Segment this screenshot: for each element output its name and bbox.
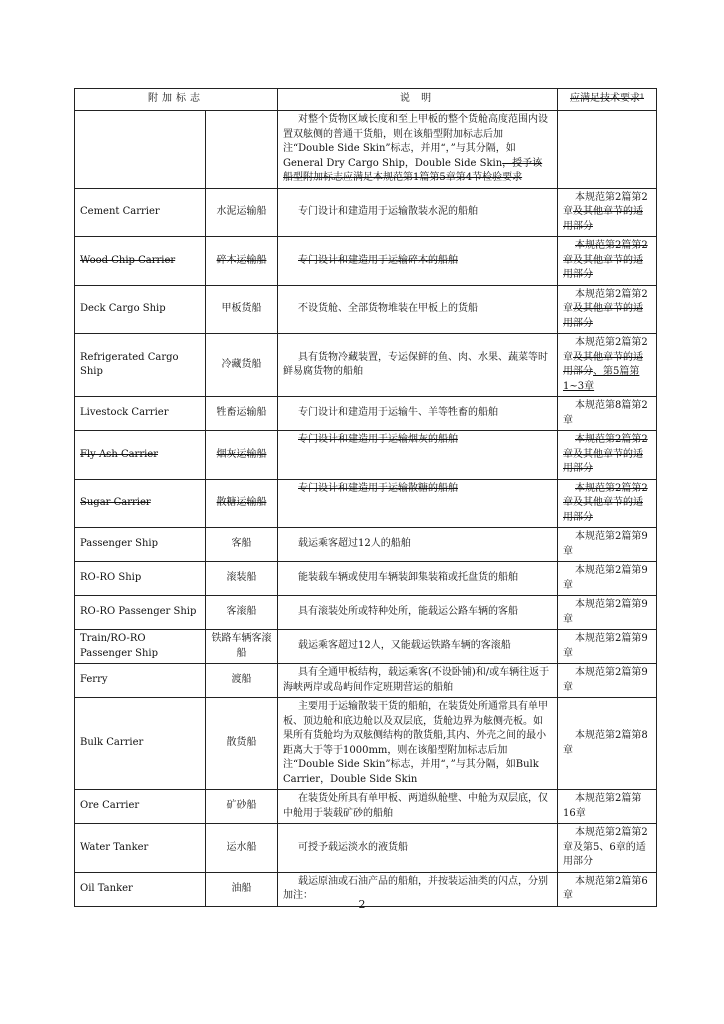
table-row <box>75 479 657 528</box>
notation-en: RO-RO Passenger Ship <box>75 596 206 630</box>
description: 专门设计和建造用于运输散糖的船舶 <box>278 479 558 528</box>
requirements-text: 本规范第2篇第2章 <box>563 337 648 363</box>
requirements-text: 本规范第2篇第2章 <box>563 191 648 217</box>
notation-en: Cement Carrier <box>75 188 206 237</box>
requirements: 本规范第2篇第9章 <box>558 596 657 630</box>
notation-cn: 渡船 <box>206 664 278 698</box>
description-deleted-text: ，授予该船型附加标志应满足本规范第1篇第5章第4节检验要求 <box>283 157 543 183</box>
notation-en: Refrigerated Cargo Ship <box>75 334 206 397</box>
notation-cn: 冷藏货船 <box>206 334 278 397</box>
description: 载运乘客超过12人的船舶 <box>278 528 558 562</box>
table-header-row <box>75 89 657 111</box>
notation-cn <box>206 111 278 189</box>
notation-cn: 铁路车辆客滚船 <box>206 630 278 664</box>
notation-en: Deck Cargo Ship <box>75 285 206 334</box>
notation-en: Passenger Ship <box>75 528 206 562</box>
requirements-deleted-text: 及其他章节的适用部分 <box>563 303 643 329</box>
requirements-deleted-text: 及其他章节的适用部分 <box>563 351 643 377</box>
description: 主要用于运输散装干货的船舶，在装货处所通常具有单甲板、顶边舱和底边舱以及双层底，货舱边界为舷侧壳板。如果所有货舱均为双舷侧结构的散货船,其内、外壳之间的最小距离大于等于1000mm，则在该船型附加标志后加注“Double Side Skin”标志，并用“，”与其分隔，如Bulk Carrier，Double Side Skin <box>278 698 558 790</box>
table-row <box>75 528 657 562</box>
requirements: 本规范第2篇第9章 <box>558 630 657 664</box>
notation-en: Bulk Carrier <box>75 698 206 790</box>
requirements <box>558 285 657 334</box>
description: 载运乘客超过12人，又能载运铁路车辆的客滚船 <box>278 630 558 664</box>
requirements: 本规范第2篇第2章及其他章节的适用部分 <box>558 479 657 528</box>
notation-cn: 碎木运输船 <box>206 237 278 286</box>
notation-en: Water Tanker <box>75 824 206 873</box>
requirements: 本规范第2篇第2章及第5、6章的适用部分 <box>558 824 657 873</box>
notation-cn: 矿砂船 <box>206 790 278 824</box>
notation-cn: 烟灰运输船 <box>206 431 278 480</box>
table-row <box>75 431 657 480</box>
notation-cn: 客滚船 <box>206 596 278 630</box>
table-row <box>75 334 657 397</box>
table-row <box>75 596 657 630</box>
notation-cn: 牲畜运输船 <box>206 397 278 431</box>
ship-notation-table <box>74 88 657 907</box>
requirements: 本规范第8篇第2章 <box>558 397 657 431</box>
notation-cn: 运水船 <box>206 824 278 873</box>
description: 能装载车辆或使用车辆装卸集装箱或托盘货的船舶 <box>278 562 558 596</box>
requirements-deleted-text: 及其他章节的适用部分 <box>563 206 643 232</box>
notation-en: Livestock Carrier <box>75 397 206 431</box>
table-row <box>75 188 657 237</box>
notation-cn: 油船 <box>206 872 278 906</box>
table-row <box>75 285 657 334</box>
notation-en: Ferry <box>75 664 206 698</box>
description: 不设货舱、全部货物堆装在甲板上的货船 <box>278 285 558 334</box>
notation-en <box>75 111 206 189</box>
description: 在装货处所具有单甲板、两道纵舱壁、中舱为双层底，仅中舱用于装载矿砂的船舶 <box>278 790 558 824</box>
requirements: 本规范第2篇第9章 <box>558 562 657 596</box>
notation-en: Ore Carrier <box>75 790 206 824</box>
requirements: 本规范第2篇第2章及其他章节的适用部分 <box>558 237 657 286</box>
notation-cn: 水泥运输船 <box>206 188 278 237</box>
notation-en: Sugar Carrier <box>75 479 206 528</box>
description-text: 对整个货物区域长度和至上甲板的整个货舱高度范围内设置双舷侧的普通干货船，则在该船型附加标志后加注“Double Side Skin”标志，并用“，”与其分隔，如General Dry Cargo Ship，Double Side Skin <box>283 114 548 169</box>
description: 具有全通甲板结构，载运乘客(不设卧铺)和/或车辆往返于海峡两岸或岛屿间作定班期营运的船舶 <box>278 664 558 698</box>
table-row <box>75 664 657 698</box>
notation-en: Fly Ash Carrier <box>75 431 206 480</box>
requirements: 本规范第2篇第6章 <box>558 872 657 906</box>
table-row <box>75 824 657 873</box>
table-row <box>75 790 657 824</box>
header-description: 说 明 <box>278 89 558 111</box>
notation-en: Oil Tanker <box>75 872 206 906</box>
notation-cn: 客船 <box>206 528 278 562</box>
description: 专门设计和建造用于运输烟灰的船舶 <box>278 431 558 480</box>
requirements <box>558 334 657 397</box>
description: 具有货物冷藏装置，专运保鲜的鱼、肉、水果、蔬菜等时鲜易腐货物的船舶 <box>278 334 558 397</box>
notation-cn: 滚装船 <box>206 562 278 596</box>
description: 专门设计和建造用于运输散装水泥的船舶 <box>278 188 558 237</box>
table-row <box>75 397 657 431</box>
notation-en: Wood Chip Carrier <box>75 237 206 286</box>
description: 可授予载运淡水的液货船 <box>278 824 558 873</box>
notation-en: Train/RO-RO Passenger Ship <box>75 630 206 664</box>
requirements: 本规范第2篇第9章 <box>558 528 657 562</box>
requirements: 本规范第2篇第16章 <box>558 790 657 824</box>
notation-en: RO-RO Ship <box>75 562 206 596</box>
description: 专门设计和建造用于运输牛、羊等牲畜的船舶 <box>278 397 558 431</box>
requirements: 本规范第2篇第8章 <box>558 698 657 790</box>
description: 具有滚装处所或特种处所，能载运公路车辆的客船 <box>278 596 558 630</box>
description: 载运原油或石油产品的船舶，并按装运油类的闪点，分别加注： <box>278 872 558 906</box>
requirements: 本规范第2篇第2章及其他章节的适用部分 <box>558 431 657 480</box>
requirements-inserted-text: 、第5篇第1~3章 <box>563 366 640 392</box>
page-number: 2 <box>358 898 366 911</box>
requirements: 本规范第2篇第9章 <box>558 664 657 698</box>
table-row <box>75 698 657 790</box>
requirements <box>558 188 657 237</box>
notation-cn: 散糖运输船 <box>206 479 278 528</box>
notation-cn: 散货船 <box>206 698 278 790</box>
table-row <box>75 237 657 286</box>
table-row <box>75 562 657 596</box>
description <box>278 111 558 189</box>
requirements-text: 本规范第2篇第2章 <box>563 288 648 314</box>
notation-cn: 甲板货船 <box>206 285 278 334</box>
header-requirements: 应满足技术要求¹ <box>558 89 657 111</box>
description: 专门设计和建造用于运输碎木的船舶 <box>278 237 558 286</box>
header-notation: 附加标志 <box>75 89 278 111</box>
requirements <box>558 111 657 189</box>
table-row <box>75 630 657 664</box>
table-row <box>75 111 657 189</box>
